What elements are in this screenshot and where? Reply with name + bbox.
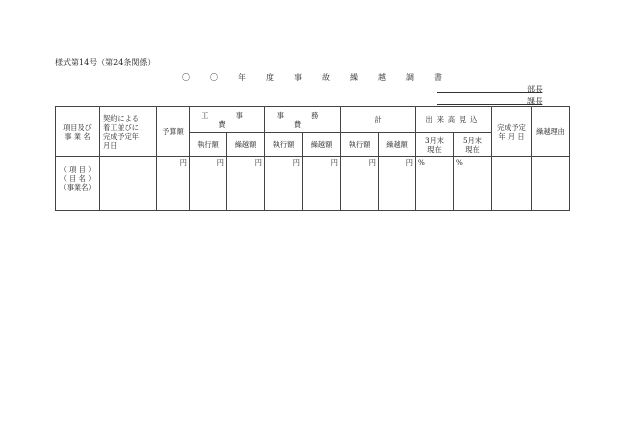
sub-may-line2: 現在 — [465, 144, 480, 154]
sub-construction-executed: 執行額 — [190, 133, 227, 157]
sub-total-carryover: 繰越額 — [379, 133, 416, 157]
header-item-line1: 項目及び — [63, 122, 92, 132]
header-completion-line2: 年 月 日 — [498, 131, 525, 141]
sub-office-executed: 執行額 — [265, 133, 303, 157]
cell-construction-carryover: 円 — [227, 157, 265, 211]
signature-label-kacho: 課長 — [527, 97, 543, 106]
header-completion-date — [492, 107, 532, 157]
cell-office-executed: 円 — [265, 157, 303, 211]
document-title: 〇 〇 年 度 事 故 繰 越 調 書 — [182, 73, 448, 82]
form-number: 様式第14号（第24条関係） — [55, 58, 156, 67]
sub-may-end — [454, 133, 492, 157]
header-item-line2: 事 業 名 — [64, 131, 91, 141]
header-contract-line1: 契約による — [103, 113, 139, 123]
header-contract-line4: 月日 — [103, 140, 118, 150]
cell-total-executed: 円 — [341, 157, 379, 211]
cell-office-carryover: 円 — [303, 157, 341, 211]
sub-march-line1: 3月末 — [425, 135, 444, 145]
sub-construction-carryover: 繰越額 — [227, 133, 265, 157]
cell-construction-executed: 円 — [190, 157, 227, 211]
row-jigyo-label: （事業名） — [59, 183, 96, 192]
table-row — [56, 157, 570, 211]
sub-office-carryover: 繰越額 — [303, 133, 341, 157]
cell-total-carryover: 円 — [379, 157, 416, 211]
sub-total-executed: 執行額 — [341, 133, 379, 157]
sub-may-line1: 5月末 — [463, 135, 482, 145]
header-completion-line1: 完成予定 — [497, 122, 526, 132]
cell-completion-date — [492, 157, 532, 211]
row-item-label: （ 項 目 ） — [59, 165, 96, 174]
header-item-name — [56, 107, 100, 157]
header-construction-cost: 工 事 費 — [190, 107, 265, 133]
header-contract-line2: 着工並びに — [103, 122, 139, 132]
header-office-cost: 事 務 費 — [265, 107, 341, 133]
header-carryover-reason: 繰越理由 — [532, 107, 570, 157]
row-mokume-label: （ 目 名 ） — [59, 174, 96, 183]
sub-march-line2: 現在 — [427, 144, 442, 154]
signature-label-bucho: 部長 — [527, 85, 543, 94]
cell-carryover-reason — [532, 157, 570, 211]
header-total: 計 — [341, 107, 416, 133]
header-contract-line3: 完成予定年 — [103, 131, 139, 141]
cell-march-pct: % — [416, 157, 454, 211]
cell-may-pct: % — [454, 157, 492, 211]
sub-march-end — [416, 133, 454, 157]
header-budget: 予算額 — [157, 107, 190, 157]
header-contract-dates — [100, 107, 157, 157]
row-item-names — [56, 157, 100, 211]
cell-contract-dates — [100, 157, 157, 211]
carryover-table — [55, 106, 570, 211]
header-progress-estimate: 出来高見込 — [416, 107, 492, 133]
cell-budget: 円 — [157, 157, 190, 211]
